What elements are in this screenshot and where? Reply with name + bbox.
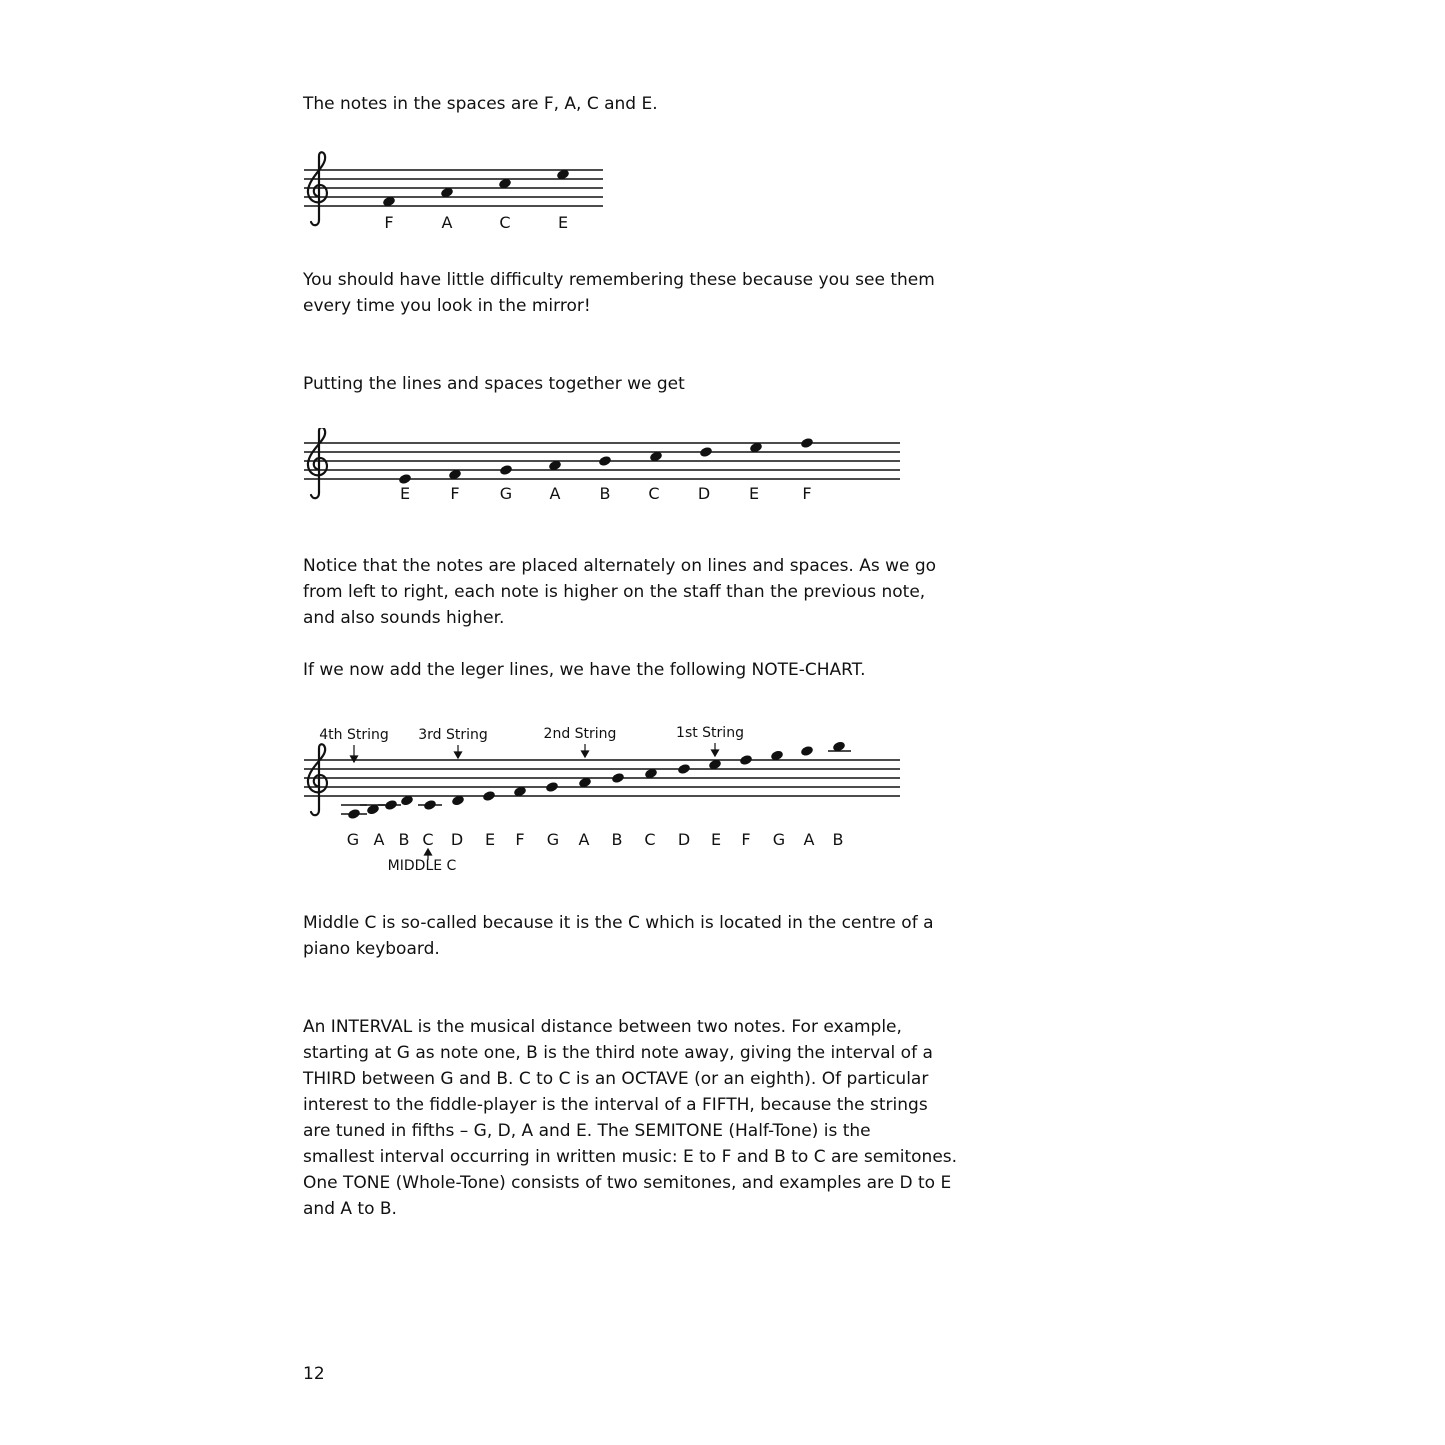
- string-label-1st: 1st String: [676, 725, 744, 741]
- staff-lines: [304, 760, 900, 796]
- note-label: F: [515, 830, 525, 849]
- note-label: F: [450, 484, 460, 503]
- note-label: C: [422, 830, 434, 849]
- note-label: D: [450, 830, 464, 849]
- note-head: [739, 754, 753, 766]
- paragraph-interval: An INTERVAL is the musical distance between two notes. For example, starting at G as note one, B is the third note away, giving the interval of a THIRD between G and B. C to C is an OCTAVE (or an eighth). Of particular interest to the fiddle-player is the interval of a FIFTH, because the strings are tuned in fifths – G, D, A and E. The SEMITONE (Half-Tone) is the smallest interval occurring in written music: E to F and B to C are semitones. One TONE (Whole-Tone) consists of two semitones, and examples are D to E and A to B.: [303, 1017, 958, 1219]
- note-label: G: [546, 830, 560, 849]
- note-head: [545, 781, 559, 793]
- note-label: G: [346, 830, 360, 849]
- note-label: B: [599, 484, 611, 503]
- note-head: [423, 799, 437, 811]
- note-label: E: [484, 830, 496, 849]
- string-arrows: [351, 743, 719, 762]
- note-label: F: [802, 484, 812, 503]
- note-label: B: [398, 830, 410, 849]
- note-label: A: [441, 213, 453, 232]
- note-label: C: [499, 213, 511, 232]
- string-label-3rd: 3rd String: [418, 727, 488, 743]
- note-label: G: [499, 484, 513, 503]
- paragraph-middle-c: Middle C is so-called because it is the C which is located in the centre of a piano keyboard.: [303, 913, 934, 959]
- staff-notes: [347, 740, 846, 820]
- treble-clef-icon: [308, 428, 327, 498]
- treble-clef-icon: [308, 152, 327, 225]
- treble-clef-icon: [308, 744, 327, 815]
- note-label: A: [549, 484, 561, 503]
- note-head: [482, 790, 496, 802]
- note-head: [699, 446, 713, 458]
- string-label-2nd: 2nd String: [543, 726, 617, 742]
- string-label-4th: 4th String: [319, 727, 389, 743]
- note-head: [611, 772, 625, 784]
- note-head: [598, 455, 612, 467]
- middle-c-label: MIDDLE C: [387, 858, 457, 874]
- note-label: E: [710, 830, 722, 849]
- note-head: [800, 745, 814, 757]
- paragraph-notice-alternating: Notice that the notes are placed alternately on lines and spaces. As we go from left to right, each note is higher on the staff than the previous note, and also sounds higher.: [303, 556, 937, 628]
- note-label: C: [644, 830, 656, 849]
- note-label: D: [697, 484, 711, 503]
- staff-spaces: [300, 148, 620, 238]
- note-label: A: [578, 830, 590, 849]
- note-label: A: [373, 830, 385, 849]
- page-number: 12: [303, 1364, 325, 1384]
- paragraph-note-chart-intro: If we now add the leger lines, we have the following NOTE-CHART.: [303, 660, 866, 680]
- paragraph-lines-spaces-together: Putting the lines and spaces together we get: [303, 374, 685, 394]
- note-label: F: [741, 830, 751, 849]
- note-label: E: [748, 484, 760, 503]
- note-label: F: [384, 213, 394, 232]
- note-head: [384, 799, 398, 811]
- note-label: E: [557, 213, 569, 232]
- note-label: B: [832, 830, 844, 849]
- note-label: G: [772, 830, 786, 849]
- note-label: A: [803, 830, 815, 849]
- note-head: [800, 437, 814, 449]
- note-label: C: [648, 484, 660, 503]
- paragraph-mirror: You should have little difficulty remembering these because you see them every time you look in the mirror!: [303, 270, 935, 316]
- note-head: [677, 763, 691, 775]
- paragraph-spaces-intro: The notes in the spaces are F, A, C and E.: [303, 94, 658, 114]
- note-head: [347, 808, 361, 820]
- staff-lines-and-spaces: [300, 428, 910, 508]
- note-head: [499, 464, 513, 476]
- note-label: D: [677, 830, 691, 849]
- note-label: E: [399, 484, 411, 503]
- note-label: B: [611, 830, 623, 849]
- note-chart: [300, 715, 910, 880]
